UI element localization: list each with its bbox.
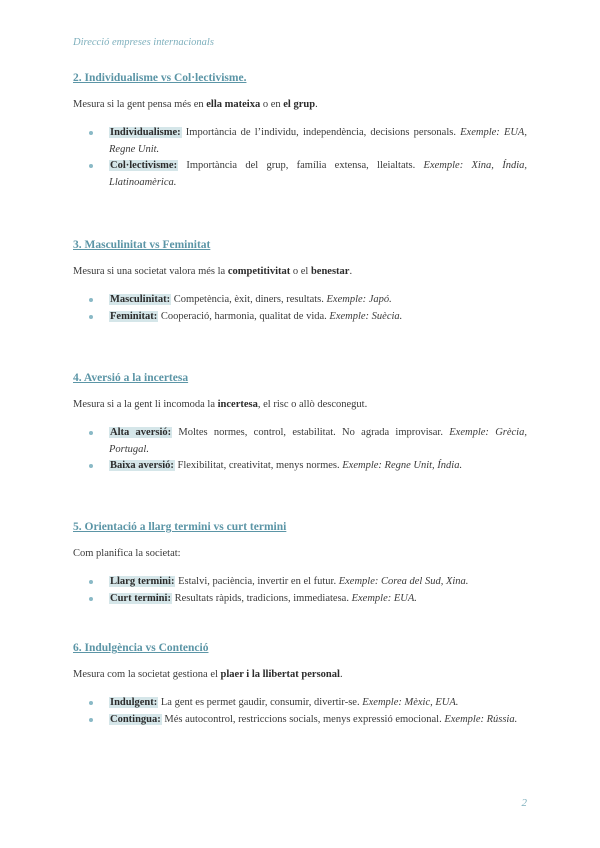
section-title: 5. Orientació a llarg termini vs curt termini xyxy=(73,521,287,533)
term-label: Curt termini: xyxy=(110,592,171,604)
example-text: Exemple: Xina, Índia, Llatinoamèrica. xyxy=(109,160,528,188)
example-text: Exemple: Rússia. xyxy=(444,713,518,725)
section-intro: Mesura si la gent pensa més en ella mateixa o en el grup. xyxy=(73,99,318,110)
example-text: Exemple: Regne Unit, Índia. xyxy=(342,460,463,471)
term-label: Contingua: xyxy=(110,713,161,725)
bullet-icon xyxy=(89,701,93,705)
section-intro: Mesura com la societat gestiona el plaer i la llibertat personal. xyxy=(73,669,343,680)
term-label: Llarg termini: xyxy=(110,576,175,587)
bullet-icon xyxy=(89,315,93,319)
list-item: Baixa aversió: Flexibilitat, creativitat, menys normes. Exemple: Regne Unit, Índia. xyxy=(73,458,527,475)
bullet-icon xyxy=(89,718,93,722)
bullet-icon xyxy=(89,298,93,302)
example-text: Exemple: Corea del Sud, Xina. xyxy=(338,576,469,587)
bullet-list xyxy=(73,695,527,728)
section-individualism xyxy=(73,72,527,191)
page-number: 2 xyxy=(521,797,527,809)
example-text: Exemple: Mèxic, EUA. xyxy=(362,697,459,708)
section-intro: Com planifica la societat: xyxy=(73,548,181,559)
term-label: Masculinitat: xyxy=(110,294,171,305)
list-item: Individualisme: Importància de l’individu, independència, decisions personals. Exemple: EUA, Regne Unit. xyxy=(73,125,527,158)
list-item: Feminitat: Cooperació, harmonia, qualitat de vida. Exemple: Suècia. xyxy=(73,309,527,326)
bullet-list xyxy=(73,425,527,475)
list-item: Alta aversió: Moltes normes, control, estabilitat. No agrada improvisar. Exemple: Grècia, Portugal. xyxy=(73,425,527,458)
example-text: Exemple: Japó. xyxy=(326,294,392,305)
list-item: Contingua: Més autocontrol, restriccions socials, menys expressió emocional. Exemple: Rússia. xyxy=(73,712,527,729)
section-intro: Mesura si una societat valora més la competitivitat o el benestar. xyxy=(73,266,353,277)
section-title: 6. Indulgència vs Contenció xyxy=(73,642,209,654)
section-indulgence xyxy=(73,642,527,728)
section-masculinity xyxy=(73,239,527,325)
list-item: Masculinitat: Competència, èxit, diners, resultats. Exemple: Japó. xyxy=(73,292,527,309)
bullet-list xyxy=(73,574,527,607)
section-title: 2. Individualisme vs Col·lectivisme. xyxy=(73,72,247,84)
bullet-icon xyxy=(89,597,93,601)
term-label: Indulgent: xyxy=(110,697,158,708)
section-long-term xyxy=(73,521,527,607)
list-item: Curt termini: Resultats ràpids, tradicions, immediatesa. Exemple: EUA. xyxy=(73,591,527,608)
example-text: Exemple: Grècia, Portugal. xyxy=(109,427,527,455)
running-header: Direcció empreses internacionals xyxy=(73,37,214,48)
section-title: 3. Masculinitat vs Feminitat xyxy=(73,239,211,251)
term-label: Baixa aversió: xyxy=(110,460,174,471)
term-label: Alta aversió: xyxy=(110,427,172,438)
section-uncertainty xyxy=(73,372,527,475)
bullet-icon xyxy=(89,131,93,135)
bullet-list xyxy=(73,125,527,191)
example-text: Exemple: Suècia. xyxy=(329,310,403,322)
term-label: Individualisme: xyxy=(110,127,181,138)
bullet-icon xyxy=(89,580,93,584)
section-intro: Mesura si a la gent li incomoda la incertesa, el risc o allò desconegut. xyxy=(73,399,368,410)
example-text: Exemple: EUA. xyxy=(351,592,417,604)
term-label: Col·lectivisme: xyxy=(110,160,178,171)
list-item: Col·lectivisme: Importància del grup, família extensa, lleialtats. Exemple: Xina, Índia, Llatinoamèrica. xyxy=(73,158,527,191)
list-item: Indulgent: La gent es permet gaudir, consumir, divertir-se. Exemple: Mèxic, EUA. xyxy=(73,695,527,712)
list-item: Llarg termini: Estalvi, paciència, invertir en el futur. Exemple: Corea del Sud, Xina. xyxy=(73,574,527,591)
bullet-list xyxy=(73,292,527,325)
bullet-icon xyxy=(89,164,93,168)
example-text: Exemple: EUA, Regne Unit. xyxy=(109,127,527,155)
term-label: Feminitat: xyxy=(110,310,158,322)
bullet-icon xyxy=(89,464,93,468)
bullet-icon xyxy=(89,431,93,435)
section-title: 4. Aversió a la incertesa xyxy=(73,372,189,384)
